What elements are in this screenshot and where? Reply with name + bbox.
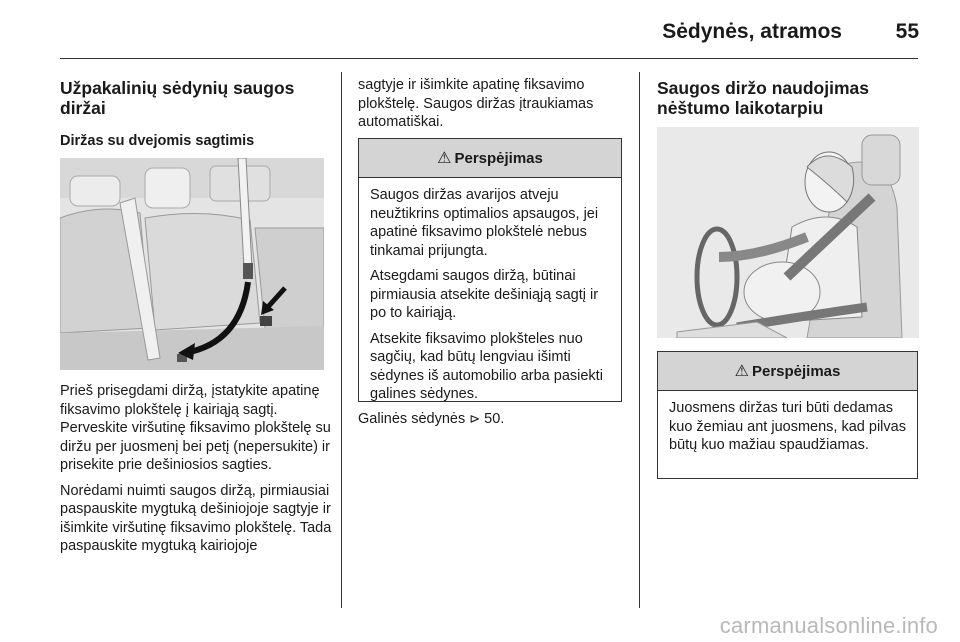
pregnancy-belt-illustration xyxy=(657,127,919,338)
cross-reference-page[interactable]: 50. xyxy=(484,411,505,427)
warning-body xyxy=(359,178,621,417)
column-divider-2 xyxy=(639,72,640,608)
instruction-paragraph-2: Norėdami nuimti saugos diržą, pirmiausiai paspauskite mygtuką dešiniojoje sagtyje ir išimkite viršutinę fiksavimo plokštelę. Tada paspauskite mygtuką kairiojoje xyxy=(60,482,332,554)
subsection-heading: Diržas su dvejomis sagtimis xyxy=(60,133,255,149)
running-header-title: Sėdynės, atramos xyxy=(662,20,842,43)
header-rule xyxy=(60,58,918,59)
warning-box-belt xyxy=(358,138,622,402)
column-divider-1 xyxy=(341,72,342,608)
column-1 xyxy=(60,78,330,149)
warning-item: Atsekite fiksavimo plokšteles nuo sagčių, kad būtų lengviau išimti sėdynes iš automobilio arba pasiekti galines sėdynes. xyxy=(370,330,603,402)
page-number: 55 xyxy=(895,20,919,43)
warning-title: Perspėjimas xyxy=(454,149,543,167)
warning-icon: ⚠ xyxy=(734,363,749,380)
warning-title: Perspėjimas xyxy=(751,362,841,380)
instruction-paragraph-1: Prieš prisegdami diržą, įstatykite apatinę fiksavimo plokštelę į kairiąją sagtį. Perveskite viršutinę fiksavimo plokštelę su diržu per juosmenį bei petį (nepersukite) ir prisekite prie dešiniosios sagties. xyxy=(60,383,331,473)
warning-text: Juosmens diržas turi būti dedamas kuo žemiau ant juosmens, kad pilvas būtų kuo mažiau spaudžiamas. xyxy=(669,400,906,453)
warning-body xyxy=(658,391,917,468)
pregnancy-belt-drawing xyxy=(657,127,919,338)
cross-reference-text: Galinės sėdynės xyxy=(358,411,466,427)
column-3 xyxy=(657,78,922,118)
section-heading: Užpakalinių sėdynių saugos diržai xyxy=(60,78,295,118)
column-2 xyxy=(358,76,628,132)
rear-seat-belt-drawing xyxy=(60,158,324,370)
cross-reference xyxy=(358,410,628,430)
cross-reference-arrow-icon: ⊳ xyxy=(469,412,481,427)
warning-item: Atsegdami saugos diržą, būtinai pirmiausia atsekite dešiniąją sagtį ir po to kairiąją. xyxy=(370,268,599,321)
column-1-body xyxy=(60,382,335,556)
warning-icon: ⚠ xyxy=(437,150,452,167)
warning-header xyxy=(658,352,917,391)
watermark: carmanualsonline.info xyxy=(719,613,938,638)
section-heading-pregnancy: Saugos diržo naudojimas nėštumo laikotarpiu xyxy=(657,78,869,118)
warning-item: Saugos diržas avarijos atveju neužtikrins optimalios apsaugos, jei apatinė fiksavimo plokštelė nebus tinkamai prijungta. xyxy=(370,187,599,259)
warning-header xyxy=(359,139,621,178)
instruction-paragraph-continued: sagtyje ir išimkite apatinę fiksavimo plokštelę. Saugos diržas įtraukiamas automatiškai. xyxy=(358,77,594,130)
rear-seat-belt-illustration xyxy=(60,158,324,370)
warning-box-pregnancy xyxy=(657,351,918,479)
